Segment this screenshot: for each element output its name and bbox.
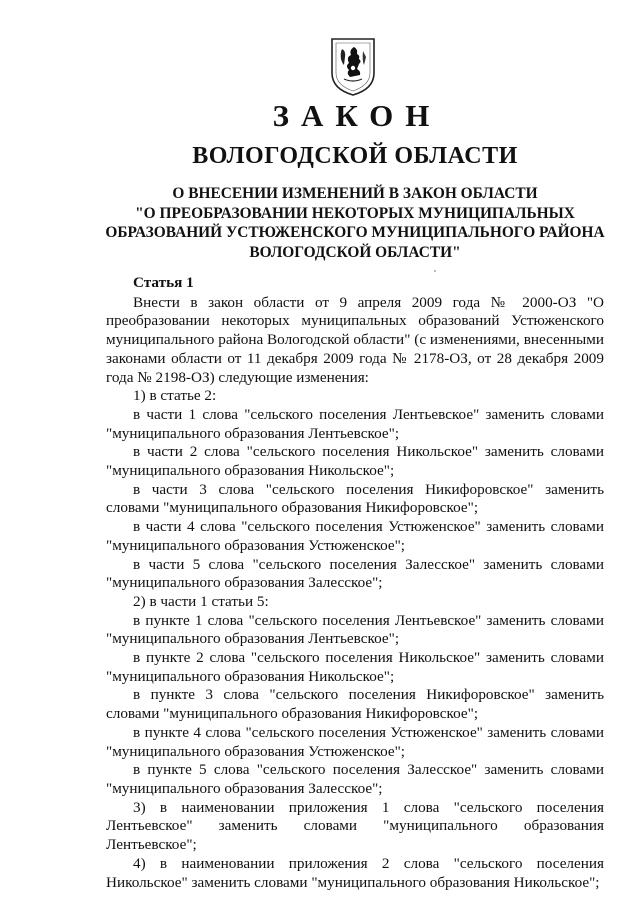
coat-of-arms-icon <box>328 35 378 97</box>
document-type-heading: ЗАКОН <box>272 98 442 133</box>
paragraph: 1) в статье 2: <box>133 387 217 405</box>
paragraph: Внести в закон области от 9 апреля 2009 года № 2000-ОЗ "О преобразовании некоторых муниципальных образований Устюженского муниципального района Вологодской области" (с изменениями, внесенными законами области от 11 декабря 2009 года № 2178-ОЗ, от 28 декабря 2009 года № 2198-ОЗ) следующие изменения: <box>106 293 604 386</box>
scan-speck <box>434 270 436 272</box>
subject-line: О ВНЕСЕНИИ ИЗМЕНЕНИЙ В ЗАКОН ОБЛАСТИ <box>172 185 538 202</box>
paragraph: в части 4 слова "сельского поселения Устюженское" заменить словами "муниципального образования Устюженское"; <box>106 518 604 554</box>
region-heading: ВОЛОГОДСКОЙ ОБЛАСТИ <box>192 143 518 169</box>
paragraph: 2) в части 1 статьи 5: <box>133 592 269 610</box>
subject-line: "О ПРЕОБРАЗОВАНИИ НЕКОТОРЫХ МУНИЦИПАЛЬНЫХ <box>135 204 575 222</box>
paragraph: в части 3 слова "сельского поселения Никифоровское" заменить словами "муниципального образования Никифоровское"; <box>106 480 604 517</box>
subject-line: ОБРАЗОВАНИЙ УСТЮЖЕНСКОГО МУНИЦИПАЛЬНОГО РАЙОНА <box>105 224 605 241</box>
paragraph: 4) в наименовании приложения 2 слова "сельского поселения Никольское" заменить словами "муниципального образования Никольское"; <box>106 854 604 891</box>
article-body <box>106 274 604 892</box>
paragraph: в части 5 слова "сельского поселения Залесское" заменить словами "муниципального образования Залесское"; <box>106 555 604 592</box>
paragraph: в части 2 слова "сельского поселения Никольское" заменить словами "муниципального образования Никольское"; <box>106 443 604 480</box>
paragraph: в пункте 1 слова "сельского поселения Лентьевское" заменить словами "муниципального образования Лентьевское"; <box>106 611 604 648</box>
subject-line: ВОЛОГОДСКОЙ ОБЛАСТИ" <box>249 243 461 261</box>
paragraph: в пункте 5 слова "сельского поселения Залесское" заменить словами "муниципального образования Залесское"; <box>106 761 604 797</box>
paragraph: в пункте 4 слова "сельского поселения Устюженское" заменить словами "муниципального образования Устюженское"; <box>106 723 604 760</box>
paragraph: в части 1 слова "сельского поселения Лентьевское" заменить словами "муниципального образования Лентьевское"; <box>106 405 604 442</box>
paragraph: в пункте 2 слова "сельского поселения Никольское" заменить словами "муниципального образования Никольское"; <box>106 649 604 685</box>
paragraph: в пункте 3 слова "сельского поселения Никифоровское" заменить словами "муниципального образования Никифоровское"; <box>106 686 604 723</box>
paragraph: 3) в наименовании приложения 1 слова "сельского поселения Лентьевское" заменить словами "муниципального образования Лентьевское"; <box>106 798 604 854</box>
law-subject-title <box>90 184 620 262</box>
article-title: Статья 1 <box>133 274 194 291</box>
